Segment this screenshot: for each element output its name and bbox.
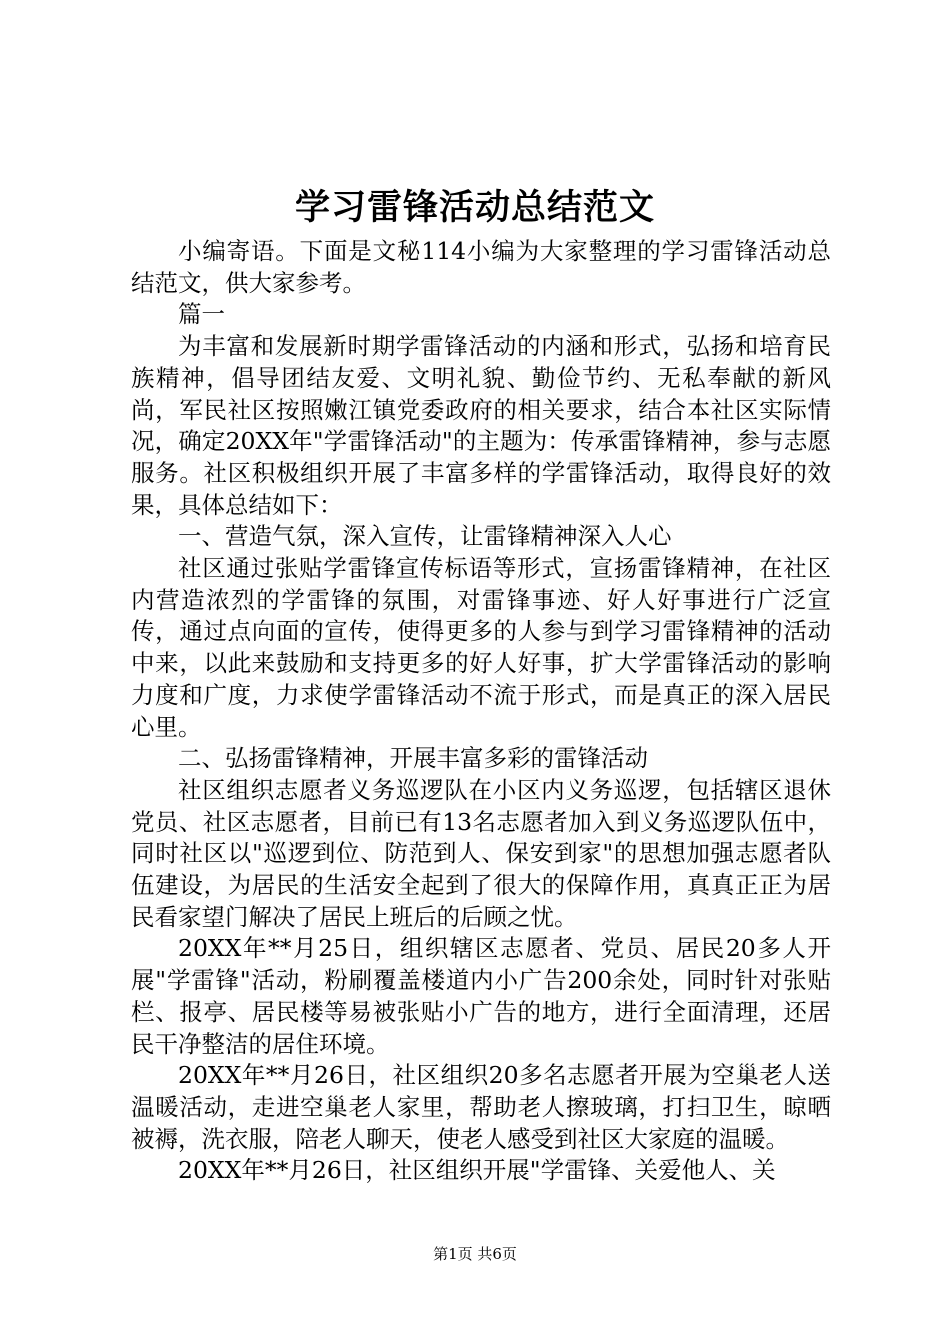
paragraph: 为丰富和发展新时期学雷锋活动的内涵和形式，弘扬和培育民族精神，倡导团结友爱、文明礼貌、勤俭节约、无私奉献的新风尚，军民社区按照嫩江镇党委政府的相关要求，结合本社区实际情况，确定20XX年"学雷锋活动"的主题为：传承雷锋精神，参与志愿服务。社区积极组织开展了丰富多样的学雷锋活动，取得良好的效果，具体总结如下：	[131, 332, 831, 519]
paragraph-intro: 小编寄语。下面是文秘114小编为大家整理的学习雷锋活动总结范文，供大家参考。	[131, 237, 831, 297]
paragraph: 20XX年**月26日，社区组织20多名志愿者开展为空巢老人送温暖活动，走进空巢老人家里，帮助老人擦玻璃，打扫卫生，晾晒被褥，洗衣服，陪老人聊天，使老人感受到社区大家庭的温暖。	[131, 1061, 831, 1153]
paragraph: 20XX年**月25日，组织辖区志愿者、党员、居民20多人开展"学雷锋"活动，粉刷覆盖楼道内小广告200余处，同时针对张贴栏、报亭、居民楼等易被张贴小广告的地方，进行全面清理，还居民干净整洁的居住环境。	[131, 934, 831, 1058]
paragraph: 社区通过张贴学雷锋宣传标语等形式，宣扬雷锋精神，在社区内营造浓烈的学雷锋的氛围，对雷锋事迹、好人好事进行广泛宣传，通过点向面的宣传，使得更多的人参与到学习雷锋精神的活动中来，以此来鼓励和支持更多的好人好事，扩大学雷锋活动的影响力度和广度，力求使学雷锋活动不流于形式，而是真正的深入居民心里。	[131, 554, 831, 741]
section-heading: 一、营造气氛，深入宣传，让雷锋精神深入人心	[178, 522, 672, 551]
section-heading: 二、弘扬雷锋精神，开展丰富多彩的雷锋活动	[178, 744, 648, 773]
document-body	[131, 236, 831, 1187]
paragraph: 社区组织志愿者义务巡逻队在小区内义务巡逻，包括辖区退休党员、社区志愿者，目前已有13名志愿者加入到义务巡逻队伍中，同时社区以"巡逻到位、防范到人、保安到家"的思想加强志愿者队伍建设，为居民的生活安全起到了很大的保障作用，真真正正为居民看家望门解决了居民上班后的后顾之忧。	[131, 775, 831, 931]
document-title: 学习雷锋活动总结范文	[294, 187, 655, 228]
page-footer: 第1页 共6页	[433, 1245, 517, 1263]
paragraph: 20XX年**月26日，社区组织开展"学雷锋、关爱他人、关	[178, 1156, 776, 1185]
paragraph-section-label: 篇一	[178, 300, 225, 329]
